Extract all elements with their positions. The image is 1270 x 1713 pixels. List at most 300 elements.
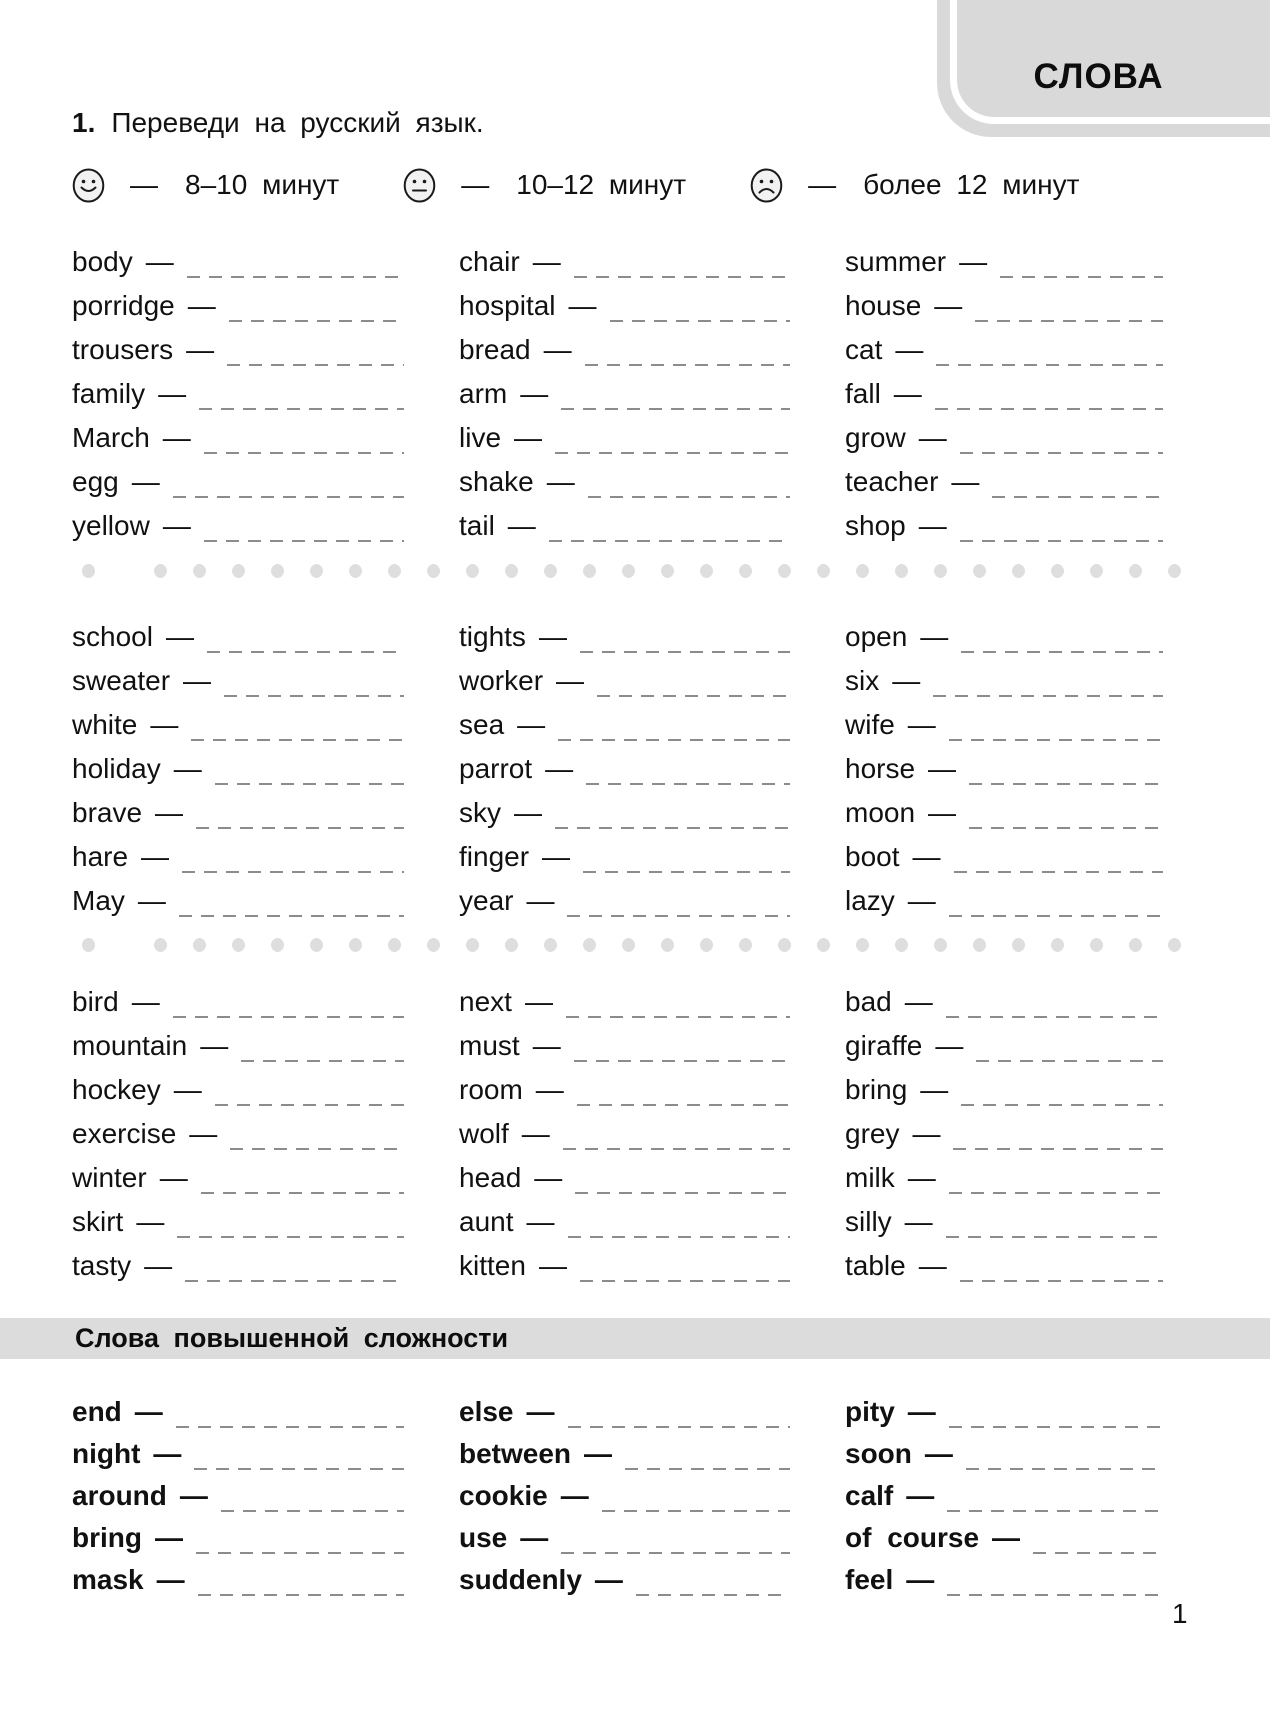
word-entry: [72, 1156, 404, 1200]
section-tab-frame: [950, 0, 1270, 124]
dash-separator: —: [568, 290, 597, 321]
word-label: moon: [845, 797, 916, 828]
dash-separator: —: [808, 169, 837, 200]
word-label: live: [459, 422, 502, 453]
word-label: feel: [845, 1564, 894, 1595]
word-label: mask: [72, 1564, 144, 1595]
answer-blank[interactable]: [177, 1236, 404, 1238]
dash-separator: —: [560, 1480, 589, 1511]
answer-blank[interactable]: [182, 871, 404, 873]
word-entry: [72, 791, 404, 835]
dash-separator: —: [928, 797, 957, 828]
word-entry: [459, 284, 790, 328]
answer-blank[interactable]: [230, 1148, 404, 1150]
answer-blank[interactable]: [229, 320, 404, 322]
answer-blank[interactable]: [588, 496, 790, 498]
word-column: [845, 1390, 1163, 1600]
word-label: bird: [72, 986, 119, 1017]
word-entry: [459, 1390, 790, 1432]
answer-blank[interactable]: [196, 1552, 404, 1554]
word-label: milk: [845, 1162, 895, 1193]
dash-separator: —: [158, 378, 187, 409]
word-entry: [72, 416, 404, 460]
answer-blank[interactable]: [947, 1594, 1163, 1596]
word-entry: [845, 747, 1163, 791]
word-column: [459, 615, 790, 923]
dash-separator: —: [959, 246, 988, 277]
dots-separator: [82, 938, 1196, 952]
word-label: use: [459, 1522, 508, 1553]
answer-blank[interactable]: [580, 651, 790, 653]
word-entry: [72, 1024, 404, 1068]
advanced-section-heading: Слова повышенной сложности: [75, 1323, 509, 1353]
answer-blank[interactable]: [199, 408, 404, 410]
dash-separator: —: [532, 1030, 561, 1061]
word-entry: [459, 416, 790, 460]
word-entry: [845, 1068, 1163, 1112]
answer-blank[interactable]: [194, 1468, 404, 1470]
dash-separator: —: [153, 1438, 182, 1469]
answer-blank[interactable]: [625, 1468, 790, 1470]
dash-separator: —: [130, 169, 158, 200]
word-label: around: [72, 1480, 167, 1511]
dash-separator: —: [906, 1564, 935, 1595]
dash-separator: —: [150, 709, 179, 740]
word-column: [72, 240, 404, 548]
word-label: sweater: [72, 665, 171, 696]
dash-separator: —: [594, 1564, 623, 1595]
answer-blank[interactable]: [1033, 1552, 1163, 1554]
dash-separator: —: [951, 466, 980, 497]
answer-blank[interactable]: [179, 915, 404, 917]
dash-separator: —: [934, 290, 963, 321]
answer-blank[interactable]: [224, 695, 404, 697]
word-label: soon: [845, 1438, 912, 1469]
word-entry: [845, 615, 1163, 659]
dash-separator: —: [521, 1118, 550, 1149]
dash-separator: —: [538, 621, 567, 652]
word-entry: [845, 460, 1163, 504]
dash-separator: —: [186, 334, 215, 365]
answer-blank[interactable]: [187, 276, 404, 278]
dash-separator: —: [187, 290, 216, 321]
word-entry: [72, 1516, 404, 1558]
word-entry: [845, 328, 1163, 372]
answer-blank[interactable]: [935, 408, 1163, 410]
answer-blank[interactable]: [936, 364, 1163, 366]
answer-blank[interactable]: [969, 783, 1163, 785]
dash-separator: —: [134, 1396, 163, 1427]
dash-separator: —: [155, 1522, 183, 1553]
dash-separator: —: [526, 1396, 555, 1427]
dash-separator: —: [904, 986, 933, 1017]
word-label: house: [845, 290, 922, 321]
word-entry: [72, 372, 404, 416]
answer-blank[interactable]: [185, 1280, 404, 1282]
word-column: [459, 1390, 790, 1600]
word-entry: [72, 1112, 404, 1156]
answer-blank[interactable]: [204, 452, 404, 454]
word-label: room: [459, 1074, 523, 1105]
word-entry: [72, 504, 404, 548]
answer-blank[interactable]: [966, 1468, 1163, 1470]
dash-separator: —: [992, 1522, 1021, 1553]
word-entry: [459, 791, 790, 835]
dash-separator: —: [461, 169, 490, 200]
word-label: summer: [845, 246, 947, 277]
word-label: mountain: [72, 1030, 188, 1061]
answer-blank[interactable]: [173, 496, 404, 498]
word-entry: [845, 1474, 1163, 1516]
happy-face-icon: [72, 168, 117, 203]
dash-separator: —: [173, 753, 202, 784]
word-entry: [72, 1432, 404, 1474]
word-label: head: [459, 1162, 522, 1193]
dash-separator: —: [918, 1250, 947, 1281]
answer-blank[interactable]: [960, 540, 1163, 542]
answer-blank[interactable]: [583, 871, 790, 873]
dash-separator: —: [534, 1162, 563, 1193]
word-label: aunt: [459, 1206, 514, 1237]
dash-separator: —: [155, 797, 184, 828]
answer-blank[interactable]: [574, 1060, 790, 1062]
word-label: kitten: [459, 1250, 526, 1281]
word-label: suddenly: [459, 1564, 582, 1595]
dash-separator: —: [156, 1564, 185, 1595]
dash-separator: —: [165, 621, 194, 652]
answer-blank[interactable]: [636, 1594, 790, 1596]
word-entry: [459, 879, 790, 923]
dash-separator: —: [144, 1250, 173, 1281]
word-label: cookie: [459, 1480, 548, 1511]
word-label: winter: [72, 1162, 147, 1193]
answer-blank[interactable]: [568, 1236, 791, 1238]
dash-separator: —: [895, 334, 924, 365]
answer-blank[interactable]: [949, 739, 1163, 741]
word-entry: [459, 659, 790, 703]
page-number: 1: [1172, 1598, 1188, 1629]
timing-label: 8–10 минут: [185, 169, 340, 200]
answer-blank[interactable]: [207, 651, 404, 653]
word-entry: [459, 1432, 790, 1474]
dots-strip: [154, 564, 1196, 578]
answer-blank[interactable]: [561, 408, 790, 410]
word-label: exercise: [72, 1118, 177, 1149]
answer-blank[interactable]: [191, 739, 404, 741]
dash-separator: —: [520, 1522, 549, 1553]
answer-blank[interactable]: [215, 1104, 404, 1106]
dash-separator: —: [189, 1118, 218, 1149]
sad-face-icon: [750, 168, 795, 203]
dash-separator: —: [200, 1030, 229, 1061]
dash-separator: —: [584, 1438, 613, 1469]
dash-separator: —: [526, 885, 555, 916]
word-label: of course: [845, 1522, 980, 1553]
word-entry: [72, 879, 404, 923]
answer-blank[interactable]: [954, 871, 1164, 873]
answer-blank[interactable]: [577, 1104, 790, 1106]
word-entry: [72, 835, 404, 879]
word-column: [845, 980, 1163, 1288]
answer-blank[interactable]: [585, 364, 790, 366]
dash-separator: —: [162, 422, 191, 453]
answer-blank[interactable]: [947, 1510, 1163, 1512]
answer-blank[interactable]: [960, 1280, 1163, 1282]
word-label: May: [72, 885, 125, 916]
dash-separator: —: [912, 841, 941, 872]
word-label: porridge: [72, 290, 175, 321]
answer-blank[interactable]: [196, 827, 404, 829]
answer-blank[interactable]: [568, 1426, 791, 1428]
word-entry: [459, 504, 790, 548]
word-label: shake: [459, 466, 534, 497]
answer-blank[interactable]: [946, 1236, 1163, 1238]
dash-separator: —: [907, 709, 936, 740]
word-entry: [459, 1112, 790, 1156]
word-entry: [459, 747, 790, 791]
word-entry: [459, 703, 790, 747]
dash-separator: —: [183, 665, 212, 696]
dash-separator: —: [141, 841, 170, 872]
word-label: bring: [845, 1074, 908, 1105]
word-entry: [845, 835, 1163, 879]
dash-separator: —: [524, 986, 553, 1017]
word-column: [72, 1390, 404, 1600]
word-entry: [459, 980, 790, 1024]
word-label: between: [459, 1438, 572, 1469]
word-label: parrot: [459, 753, 533, 784]
dash-separator: —: [907, 885, 936, 916]
dash-separator: —: [514, 797, 542, 828]
task-line: [72, 106, 484, 140]
answer-blank[interactable]: [176, 1426, 404, 1428]
dots-separator: [82, 564, 1196, 578]
word-label: six: [845, 665, 880, 696]
word-label: sea: [459, 709, 505, 740]
word-entry: [459, 1474, 790, 1516]
word-label: boot: [845, 841, 900, 872]
answer-blank[interactable]: [563, 1148, 790, 1150]
word-label: bread: [459, 334, 531, 365]
answer-blank[interactable]: [204, 540, 404, 542]
word-label: bad: [845, 986, 892, 1017]
answer-blank[interactable]: [567, 915, 790, 917]
word-label: chair: [459, 246, 520, 277]
answer-blank[interactable]: [602, 1510, 790, 1512]
word-label: must: [459, 1030, 520, 1061]
answer-blank[interactable]: [597, 695, 790, 697]
answer-blank[interactable]: [992, 496, 1163, 498]
answer-blank[interactable]: [946, 1016, 1163, 1018]
word-label: arm: [459, 378, 508, 409]
word-entry: [459, 372, 790, 416]
dash-separator: —: [907, 1162, 936, 1193]
word-entry: [845, 791, 1163, 835]
advanced-section-band: [0, 1318, 1270, 1359]
word-label: white: [72, 709, 138, 740]
word-entry: [459, 835, 790, 879]
word-entry: [72, 1068, 404, 1112]
dash-separator: —: [918, 510, 947, 541]
word-label: trousers: [72, 334, 174, 365]
word-entry: [72, 328, 404, 372]
word-label: brave: [72, 797, 143, 828]
word-label: lazy: [845, 885, 895, 916]
word-entry: [72, 1244, 404, 1288]
task-instruction: Переведи на русский язык.: [111, 107, 484, 138]
word-block: [72, 980, 1163, 1288]
word-entry: [459, 460, 790, 504]
word-label: hockey: [72, 1074, 161, 1105]
answer-blank[interactable]: [201, 1192, 404, 1194]
dash-separator: —: [131, 986, 160, 1017]
word-label: horse: [845, 753, 916, 784]
answer-blank[interactable]: [949, 915, 1163, 917]
word-label: egg: [72, 466, 119, 497]
dash-separator: —: [145, 246, 174, 277]
dash-separator: —: [907, 1396, 936, 1427]
answer-blank[interactable]: [960, 452, 1163, 454]
word-block: [72, 240, 1163, 548]
dash-separator: —: [520, 378, 549, 409]
word-entry: [72, 1474, 404, 1516]
dot: [82, 564, 95, 578]
word-label: bring: [72, 1522, 142, 1553]
word-label: March: [72, 422, 150, 453]
dash-separator: —: [137, 885, 166, 916]
word-label: shop: [845, 510, 906, 541]
dash-separator: —: [162, 510, 191, 541]
word-label: fall: [845, 378, 881, 409]
answer-blank[interactable]: [586, 783, 790, 785]
dash-separator: —: [514, 422, 543, 453]
answer-blank[interactable]: [961, 651, 1163, 653]
word-entry: [459, 240, 790, 284]
word-entry: [459, 1558, 790, 1600]
dash-separator: —: [542, 841, 571, 872]
answer-blank[interactable]: [933, 695, 1163, 697]
word-label: yellow: [72, 510, 150, 541]
dash-separator: —: [904, 1206, 933, 1237]
word-column: [72, 615, 404, 923]
advanced-word-block: [72, 1390, 1163, 1600]
dash-separator: —: [535, 1074, 564, 1105]
answer-blank[interactable]: [227, 364, 404, 366]
word-label: cat: [845, 334, 883, 365]
word-entry: [72, 703, 404, 747]
answer-blank[interactable]: [241, 1060, 404, 1062]
dash-separator: —: [507, 510, 536, 541]
answer-blank[interactable]: [949, 1426, 1163, 1428]
word-entry: [459, 1068, 790, 1112]
word-label: skirt: [72, 1206, 124, 1237]
word-entry: [72, 1200, 404, 1244]
word-label: table: [845, 1250, 906, 1281]
answer-blank[interactable]: [566, 1016, 790, 1018]
answer-blank[interactable]: [198, 1594, 404, 1596]
dash-separator: —: [928, 753, 957, 784]
word-entry: [845, 1156, 1163, 1200]
answer-blank[interactable]: [574, 276, 790, 278]
answer-blank[interactable]: [976, 1060, 1163, 1062]
dash-separator: —: [546, 466, 575, 497]
word-entry: [845, 1558, 1163, 1600]
word-label: calf: [845, 1480, 894, 1511]
answer-blank[interactable]: [953, 1148, 1163, 1150]
answer-blank[interactable]: [949, 1192, 1163, 1194]
word-entry: [845, 1112, 1163, 1156]
answer-blank[interactable]: [575, 1192, 790, 1194]
word-label: open: [845, 621, 908, 652]
dash-separator: —: [159, 1162, 188, 1193]
timing-item-fast: [72, 163, 339, 207]
neutral-face-icon: [403, 168, 448, 203]
dash-separator: —: [920, 1074, 949, 1105]
word-label: hospital: [459, 290, 556, 321]
word-entry: [72, 460, 404, 504]
answer-blank[interactable]: [961, 1104, 1163, 1106]
dash-separator: —: [892, 665, 921, 696]
word-entry: [845, 1390, 1163, 1432]
word-column: [845, 615, 1163, 923]
timing-item-slow: [750, 163, 1079, 207]
answer-blank[interactable]: [580, 1280, 790, 1282]
word-label: next: [459, 986, 512, 1017]
answer-blank[interactable]: [173, 1016, 404, 1018]
word-entry: [845, 703, 1163, 747]
word-label: else: [459, 1396, 514, 1427]
dots-strip: [154, 938, 1196, 952]
answer-blank[interactable]: [561, 1552, 790, 1554]
word-entry: [72, 615, 404, 659]
dash-separator: —: [935, 1030, 964, 1061]
dot: [82, 938, 95, 952]
word-entry: [845, 1516, 1163, 1558]
answer-blank[interactable]: [555, 827, 790, 829]
section-tab: [937, 0, 1270, 137]
answer-blank[interactable]: [610, 320, 790, 322]
word-label: giraffe: [845, 1030, 923, 1061]
answer-blank[interactable]: [221, 1510, 404, 1512]
answer-blank[interactable]: [555, 452, 790, 454]
word-label: family: [72, 378, 146, 409]
dash-separator: —: [543, 334, 572, 365]
answer-blank[interactable]: [969, 827, 1163, 829]
word-entry: [72, 980, 404, 1024]
word-entry: [72, 1558, 404, 1600]
answer-blank[interactable]: [549, 540, 790, 542]
section-tab-title: СЛОВА: [1033, 57, 1164, 96]
dash-separator: —: [532, 246, 561, 277]
word-label: worker: [459, 665, 544, 696]
word-label: grow: [845, 422, 906, 453]
word-column: [459, 240, 790, 548]
dash-separator: —: [556, 665, 585, 696]
word-entry: [72, 659, 404, 703]
answer-blank[interactable]: [975, 320, 1163, 322]
word-label: body: [72, 246, 133, 277]
word-entry: [72, 284, 404, 328]
dash-separator: —: [526, 1206, 555, 1237]
word-label: year: [459, 885, 514, 916]
word-entry: [845, 416, 1163, 460]
answer-blank[interactable]: [1000, 276, 1163, 278]
word-label: grey: [845, 1118, 900, 1149]
answer-blank[interactable]: [215, 783, 404, 785]
word-label: tail: [459, 510, 495, 541]
word-label: night: [72, 1438, 141, 1469]
answer-blank[interactable]: [558, 739, 790, 741]
